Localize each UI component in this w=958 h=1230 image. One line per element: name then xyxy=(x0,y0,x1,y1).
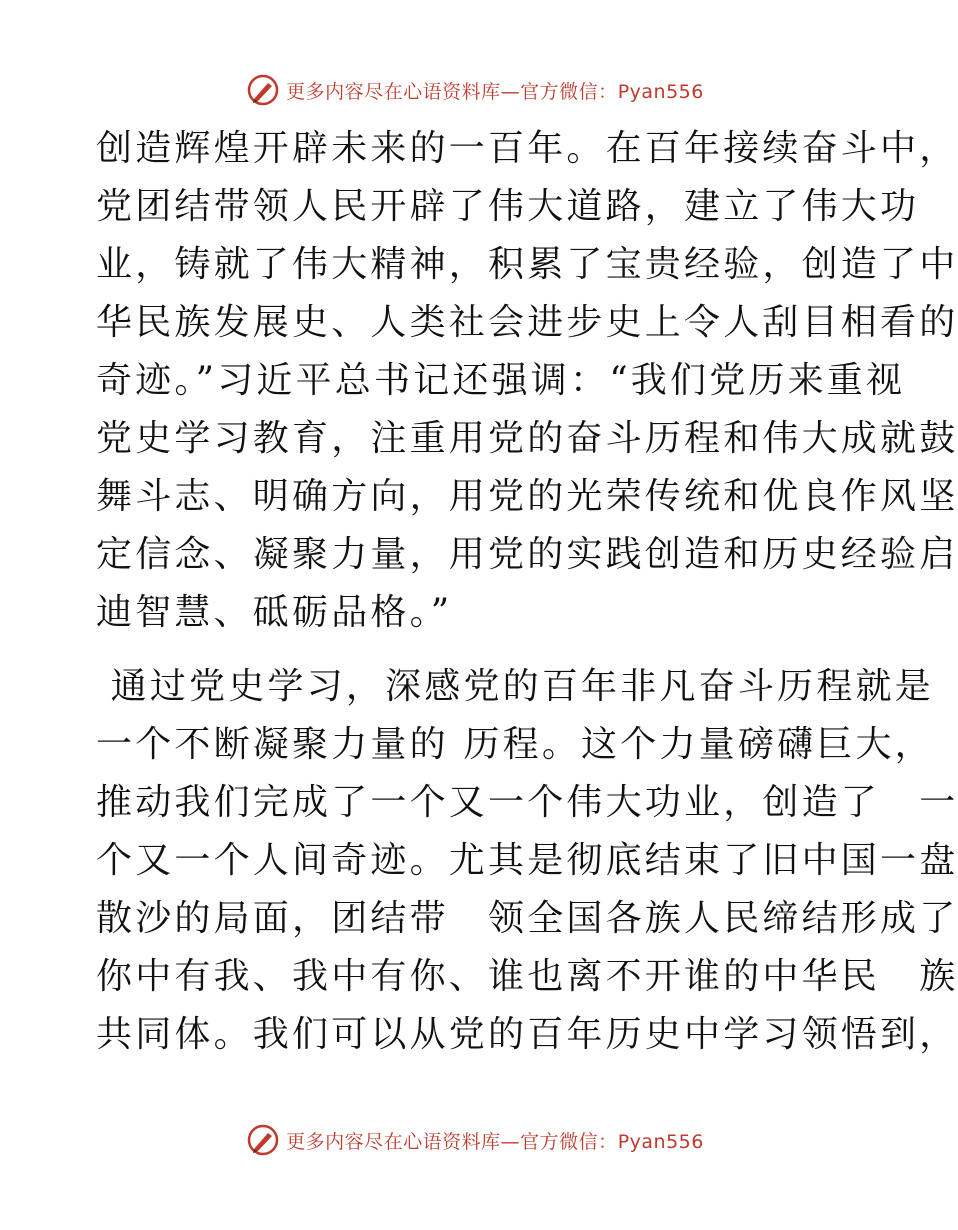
text-line: 个又一个人间奇迹。尤其是彻底结束了旧中国一盘 xyxy=(96,840,958,881)
banner-wechat-id: Pyan556 xyxy=(617,1130,704,1153)
banner-wechat-id: Pyan556 xyxy=(617,80,704,103)
text-line: 散沙的局面，团结带 领全国各族人民缔结形成了 xyxy=(96,898,958,939)
paragraph-2 xyxy=(96,658,958,1064)
text-line: 共同体。我们可以从党的百年历史中学习领悟到， xyxy=(96,1014,958,1055)
paragraph-1 xyxy=(96,120,958,642)
banner-site-text: 更多内容尽在心语资料库 xyxy=(286,1130,501,1153)
text-line: 推动我们完成了一个又一个伟大功业，创造了 一 xyxy=(96,782,958,823)
text-line: 一个不断凝聚力量的 历程。这个力量磅礴巨大， xyxy=(96,724,934,765)
banner-site-text: 更多内容尽在心语资料库 xyxy=(286,80,501,103)
text-line: 迪智慧、砥砺品格。” xyxy=(96,592,453,633)
banner-separator: — xyxy=(500,80,521,103)
banner-wechat-label: 官方微信： xyxy=(520,80,618,103)
text-line: 通过党史学习，深感党的百年非凡奋斗历程就是 xyxy=(96,666,934,707)
text-line: 业，铸就了伟大精神，积累了宝贵经验，创造了中 xyxy=(96,244,958,285)
pen-logo-icon xyxy=(246,73,280,107)
text-line: 你中有我、我中有你、谁也离不开谁的中华民 族 xyxy=(96,956,958,997)
banner-wechat-label: 官方微信： xyxy=(520,1130,618,1153)
text-line: 创造辉煌开辟未来的一百年。在百年接续奋斗中， xyxy=(96,128,958,169)
banner-separator: — xyxy=(500,1130,521,1153)
text-line: 舞斗志、明确方向，用党的光荣传统和优良作风坚 xyxy=(96,476,958,517)
banner-text xyxy=(286,77,704,104)
banner-text xyxy=(286,1127,704,1154)
header-banner xyxy=(0,70,950,110)
text-line: 党史学习教育，注重用党的奋斗历程和伟大成就鼓 xyxy=(96,418,958,459)
text-line: 华民族发展史、人类社会进步史上令人刮目相看的 xyxy=(96,302,958,343)
text-line: 奇迹。”习近平总书记还强调：“我们党历来重视 xyxy=(96,360,906,401)
pen-logo-icon xyxy=(246,1123,280,1157)
text-line: 党团结带领人民开辟了伟大道路，建立了伟大功 xyxy=(96,186,920,227)
text-line: 定信念、凝聚力量，用党的实践创造和历史经验启 xyxy=(96,534,958,575)
footer-banner xyxy=(0,1120,950,1160)
document-body xyxy=(96,120,958,1064)
paragraph-gap xyxy=(96,642,856,658)
